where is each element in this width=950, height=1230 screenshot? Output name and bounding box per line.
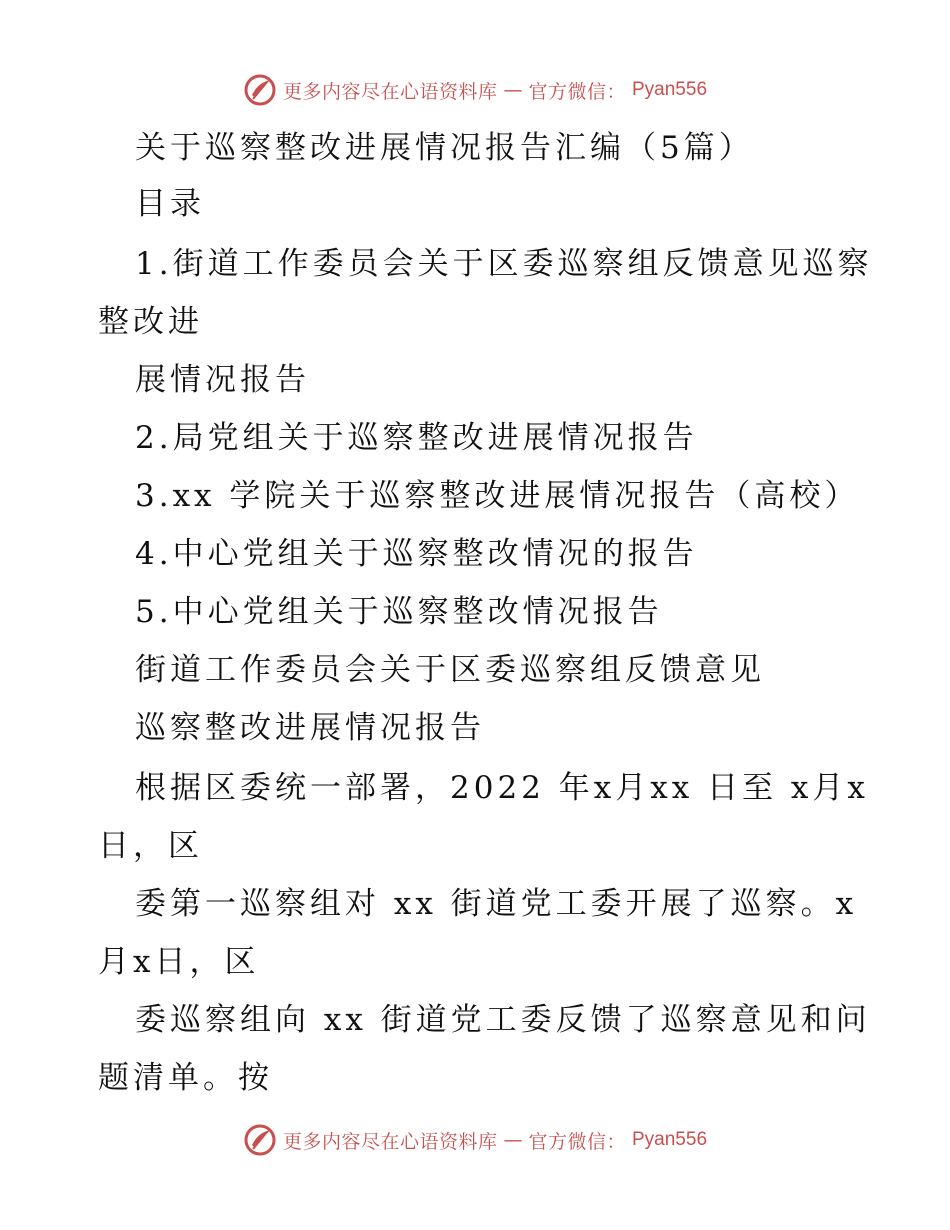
toc-item-2: 2.局党组关于巡察整改进展情况报告 xyxy=(135,420,698,456)
watermark-separator: — xyxy=(503,1129,523,1151)
paragraph-line: 委巡察组向 xx 街道党工委反馈了巡察意见和问 xyxy=(135,1002,871,1038)
paragraph-line: 委第一巡察组对 xx 街道党工委开展了巡察。x xyxy=(135,886,858,922)
header-watermark xyxy=(0,68,950,112)
watermark-text: 更多内容尽在心语资料库 xyxy=(282,1130,498,1153)
toc-heading: 目录 xyxy=(135,186,205,222)
watermark-wechat-label: 官方微信： xyxy=(528,80,626,103)
toc-item-1-cont2: 展情况报告 xyxy=(135,362,310,398)
watermark-separator: — xyxy=(503,79,523,101)
footer-watermark xyxy=(0,1118,950,1162)
toc-item-3: 3.xx 学院关于巡察整改进展情况报告（高校） xyxy=(135,478,860,514)
section-title: 街道工作委员会关于区委巡察组反馈意见 xyxy=(135,652,765,688)
watermark-text: 更多内容尽在心语资料库 xyxy=(282,80,498,103)
brush-logo-icon xyxy=(243,73,277,107)
paragraph-line: 题清单。按 xyxy=(98,1060,273,1096)
watermark-wechat-label: 官方微信： xyxy=(528,1130,626,1153)
brush-logo-icon xyxy=(243,1123,277,1157)
toc-item-5: 5.中心党组关于巡察整改情况报告 xyxy=(135,594,663,630)
toc-item-1-cont: 整改进 xyxy=(98,304,203,340)
watermark-wechat-id: Pyan556 xyxy=(632,1129,708,1150)
paragraph-line: 日，区 xyxy=(98,828,203,864)
toc-item-4: 4.中心党组关于巡察整改情况的报告 xyxy=(135,536,698,572)
document-title: 关于巡察整改进展情况报告汇编（5篇） xyxy=(135,130,754,166)
section-title-cont: 巡察整改进展情况报告 xyxy=(135,710,485,746)
watermark-wechat-id: Pyan556 xyxy=(632,79,708,100)
paragraph-line: 根据区委统一部署，2022 年x月xx 日至 x月x xyxy=(135,770,869,806)
toc-item-1: 1.街道工作委员会关于区委巡察组反馈意见巡察 xyxy=(135,246,873,282)
paragraph-line: 月x日，区 xyxy=(98,944,260,980)
